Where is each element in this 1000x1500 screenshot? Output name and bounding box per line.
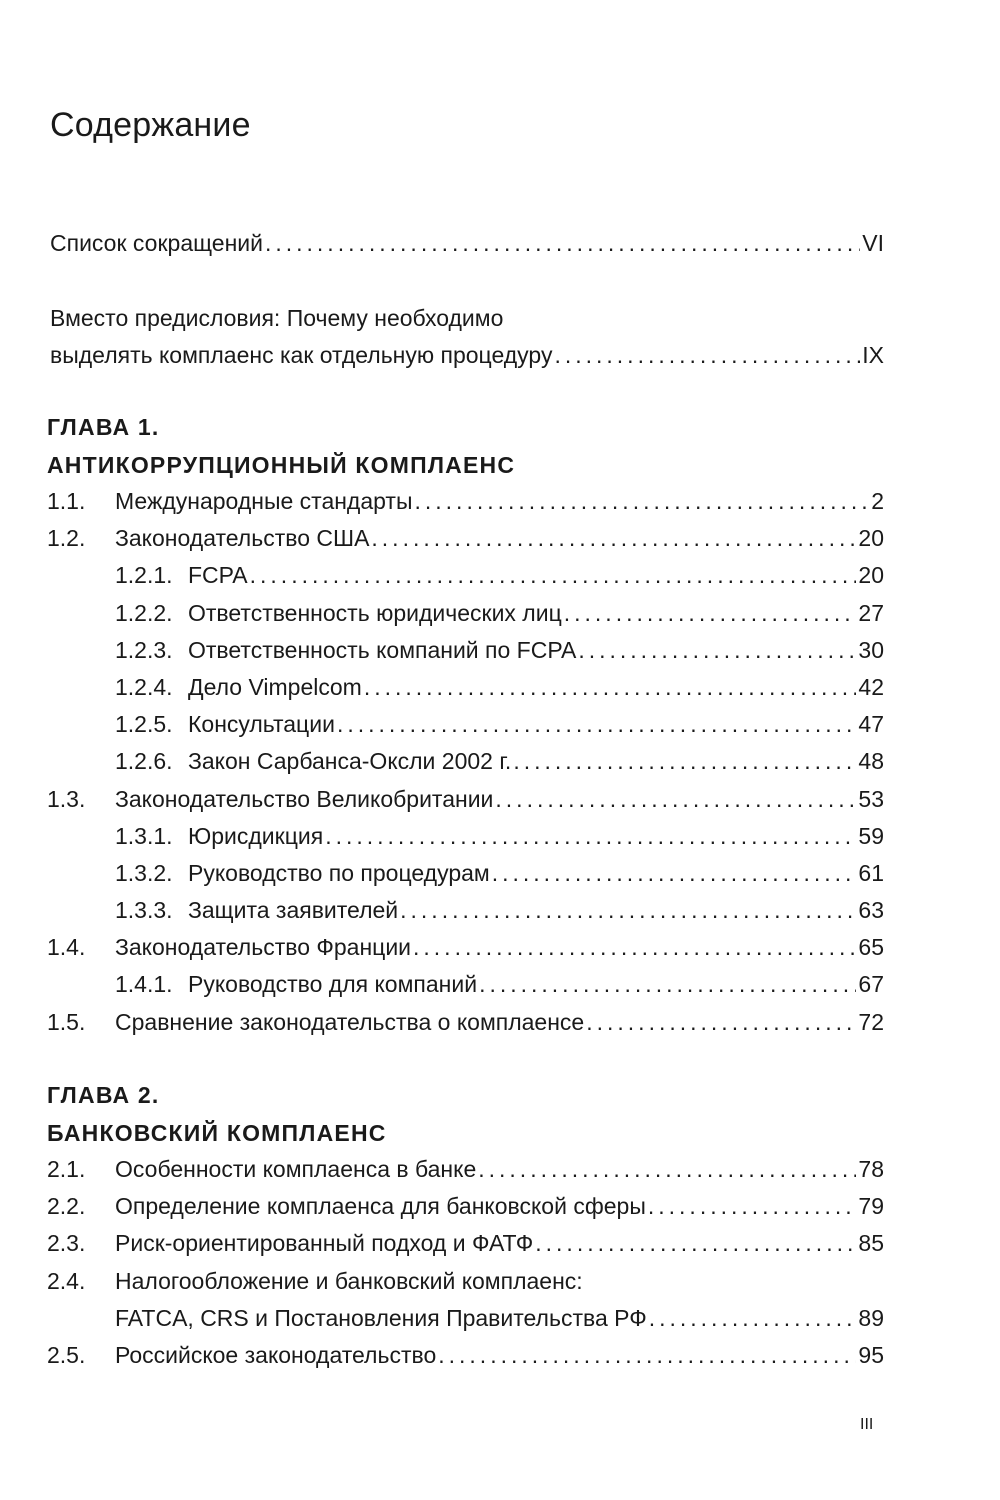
chapter-1-heading: [47, 408, 515, 484]
entry-title: Дело Vimpelcom: [188, 673, 362, 700]
entry-page: 53: [858, 785, 884, 812]
entry-title: Особенности комплаенса в банке: [115, 1156, 477, 1182]
entry-number: 1.2.3.: [115, 636, 173, 663]
leader-dots: [495, 781, 856, 818]
leader-dots: [492, 855, 857, 892]
toc-entry-2-1[interactable]: [47, 1151, 884, 1188]
entry-number: 1.5.: [47, 1008, 86, 1035]
entry-title: Определение комплаенса для банковской сферы: [115, 1193, 646, 1220]
entry-title: Законодательство Франции: [115, 934, 412, 961]
toc-entry-2-5[interactable]: [47, 1337, 884, 1374]
entry-number: 2.3.: [47, 1230, 86, 1257]
chapter-title: АНТИКОРРУПЦИОННЫЙ КОМПЛАЕНС: [47, 452, 516, 478]
entry-number: 1.2.6.: [115, 748, 173, 775]
entry-title: Сравнение законодательства о комплаенсе: [115, 1008, 585, 1035]
entry-title: Защита заявителей: [188, 897, 399, 924]
toc-entry-1-5[interactable]: [47, 1004, 884, 1041]
toc-entry-1-2-6[interactable]: [47, 743, 884, 780]
entry-page: IX: [862, 342, 884, 368]
entry-page: 63: [858, 897, 884, 924]
chapter-label: ГЛАВА 1.: [47, 414, 160, 440]
entry-page: 59: [858, 822, 884, 849]
toc-entry-1-3-2[interactable]: [47, 855, 884, 892]
entry-number: 1.3.3.: [115, 897, 173, 924]
leader-dots: [413, 929, 856, 966]
toc-entry-1-4-1[interactable]: [47, 966, 884, 1003]
leader-dots: [564, 595, 857, 632]
entry-page: VI: [862, 230, 884, 256]
entry-page: 48: [858, 748, 884, 775]
leader-dots: [649, 1300, 857, 1337]
leader-dots: [586, 1004, 856, 1041]
entry-title: Российское законодательство: [115, 1341, 437, 1368]
entry-number: 1.4.1.: [115, 971, 173, 998]
entry-page: 72: [858, 1008, 884, 1035]
toc-entry-abbreviations[interactable]: [50, 225, 884, 262]
toc-entry-1-2-3[interactable]: [47, 632, 884, 669]
entry-title-line-2: выделять комплаенс как отдельную процедуру: [50, 342, 553, 368]
entry-title: Руководство по процедурам: [188, 859, 490, 886]
entry-title: Консультации: [188, 711, 335, 738]
leader-dots: [438, 1337, 856, 1374]
entry-title-continued: FATCA, CRS и Постановления Правительства РФ: [115, 1304, 647, 1331]
entry-page: 85: [858, 1230, 884, 1257]
entry-number: 2.5.: [47, 1341, 86, 1368]
entry-number: 2.1.: [47, 1156, 86, 1182]
leader-dots: [400, 892, 856, 929]
toc-entry-1-2-1[interactable]: [47, 557, 884, 594]
leader-dots: [265, 225, 860, 262]
toc-entry-2-4-continued[interactable]: [47, 1300, 884, 1337]
entry-number: 1.2.2.: [115, 599, 173, 626]
toc-entry-2-3[interactable]: [47, 1225, 884, 1262]
entry-number: 1.2.: [47, 525, 86, 552]
entry-number: 1.2.4.: [115, 673, 173, 700]
toc-entry-2-2[interactable]: [47, 1188, 884, 1225]
entry-page: 30: [858, 636, 884, 663]
entry-page: 2: [871, 488, 884, 514]
entry-number: 1.2.5.: [115, 711, 173, 738]
entry-title: Риск-ориентированный подход и ФАТФ: [115, 1230, 534, 1257]
entry-page: 61: [858, 859, 884, 886]
leader-dots: [250, 557, 857, 594]
entry-title: Законодательство США: [115, 525, 370, 552]
leader-dots: [337, 706, 856, 743]
entry-title: Список сокращений: [50, 230, 263, 256]
toc-entry-1-3-1[interactable]: [47, 818, 884, 855]
entry-title: Ответственность юридических лиц: [188, 599, 562, 626]
leader-dots: [478, 1151, 856, 1188]
chapter-title: БАНКОВСКИЙ КОМПЛАЕНС: [47, 1120, 387, 1146]
page-title: Содержание: [50, 106, 251, 144]
chapter-label: ГЛАВА 2.: [47, 1082, 160, 1108]
entry-number: 2.4.: [47, 1267, 86, 1294]
toc-entry-1-1[interactable]: [47, 483, 884, 520]
leader-dots: [371, 520, 856, 557]
leader-dots: [479, 966, 856, 1003]
entry-page: 42: [858, 673, 884, 700]
entry-page: 27: [858, 599, 884, 626]
leader-dots: [325, 818, 856, 855]
entry-page: 95: [858, 1341, 884, 1368]
entry-number: 1.3.: [47, 785, 86, 812]
entry-title: Закон Сарбанса-Оксли 2002 г.: [188, 748, 512, 775]
entry-title: Налогообложение и банковский комплаенс:: [115, 1267, 583, 1294]
toc-entry-2-4[interactable]: [47, 1263, 884, 1300]
entry-number: 1.2.1.: [115, 562, 173, 589]
entry-page: 20: [858, 525, 884, 552]
entry-number: 1.3.2.: [115, 859, 173, 886]
entry-title: Международные стандарты: [115, 488, 413, 514]
chapter-2-entries: [47, 1151, 884, 1374]
leader-dots: [415, 483, 870, 520]
entry-title: Законодательство Великобритании: [115, 785, 494, 812]
chapter-2-heading: [47, 1076, 387, 1152]
toc-entry-1-3[interactable]: [47, 781, 884, 818]
entry-page: 67: [858, 971, 884, 998]
entry-page: 78: [858, 1156, 884, 1182]
toc-entry-1-2[interactable]: [47, 520, 884, 557]
toc-entry-1-4[interactable]: [47, 929, 884, 966]
entry-title: FCPA: [188, 562, 248, 589]
leader-dots: [513, 743, 856, 780]
toc-entry-1-2-2[interactable]: [47, 595, 884, 632]
leader-dots: [554, 337, 860, 374]
page-number: III: [860, 1416, 874, 1433]
entry-page: 20: [858, 562, 884, 589]
entry-number: 1.3.1.: [115, 822, 173, 849]
toc-entry-1-2-5[interactable]: [47, 706, 884, 743]
toc-entry-1-3-3[interactable]: [47, 892, 884, 929]
chapter-1-entries: [47, 483, 884, 1041]
leader-dots: [364, 669, 857, 706]
entry-page: 89: [858, 1304, 884, 1331]
leader-dots: [578, 632, 856, 669]
entry-number: 1.4.: [47, 934, 86, 961]
entry-title-line-1: Вместо предисловия: Почему необходимо: [50, 305, 504, 331]
entry-title: Ответственность компаний по FCPA: [188, 636, 577, 663]
entry-number: 2.2.: [47, 1193, 86, 1220]
entry-page: 79: [858, 1193, 884, 1220]
toc-entry-1-2-4[interactable]: [47, 669, 884, 706]
leader-dots: [535, 1225, 856, 1262]
entry-title: Руководство для компаний: [188, 971, 478, 998]
entry-number: 1.1.: [47, 488, 86, 514]
entry-title: Юрисдикция: [188, 822, 324, 849]
leader-dots: [648, 1188, 857, 1225]
toc-entry-preface[interactable]: [50, 300, 884, 374]
entry-page: 65: [858, 934, 884, 961]
entry-page: 47: [858, 711, 884, 738]
